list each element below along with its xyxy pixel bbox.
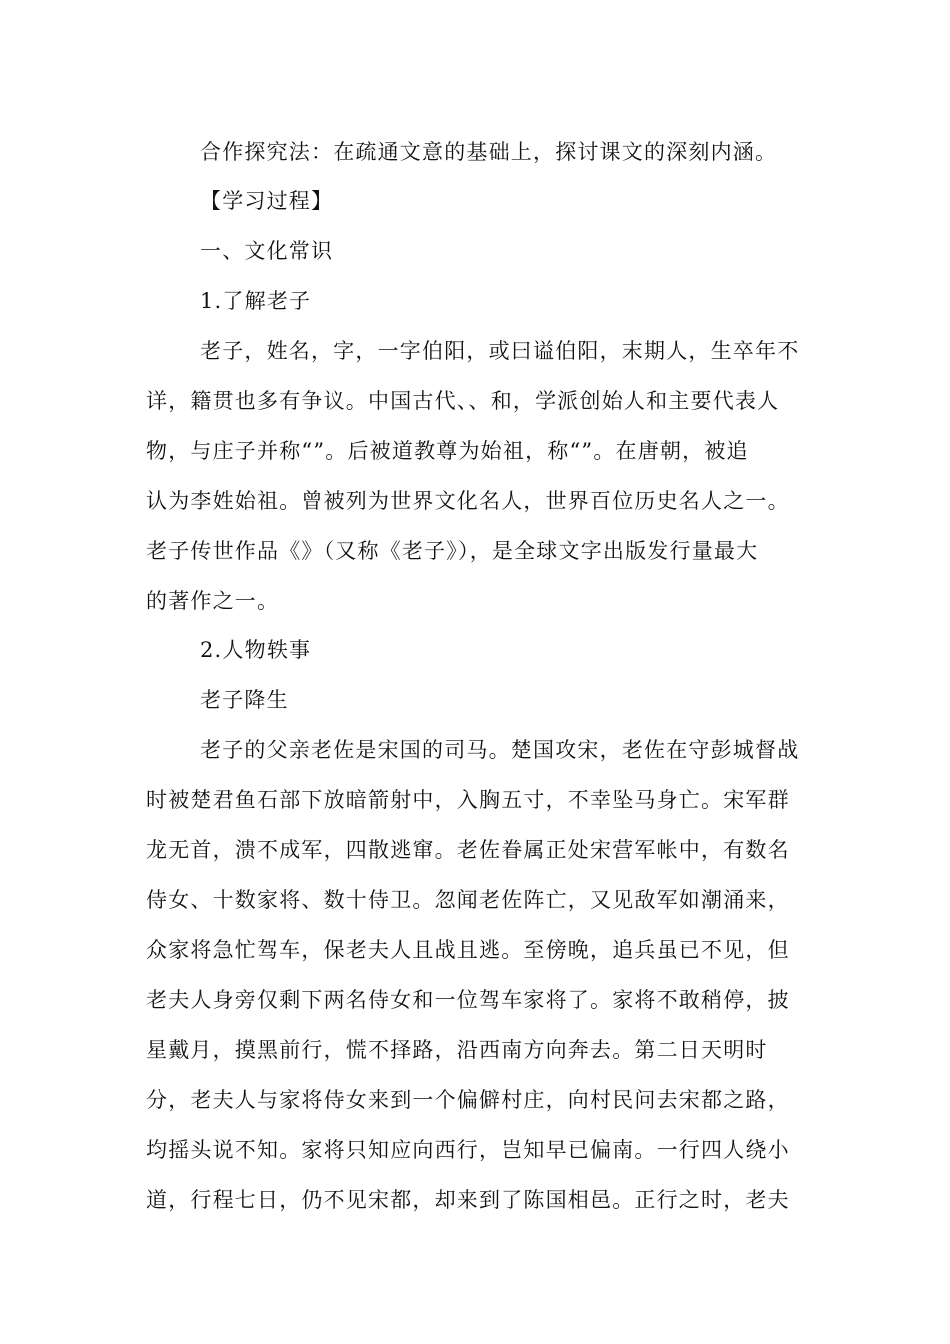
paragraph-line: 老子，姓名，字，一字伯阳，或曰谥伯阳，末期人，生卒年不 [200,339,800,363]
paragraph-line: 物，与庄子并称“”。后被道教尊为始祖，称“”。在唐朝，被追 [146,439,749,463]
paragraph-line: 侍女、十数家将、数十侍卫。忽闻老佐阵亡，又见敌军如潮涌来， [146,888,790,912]
paragraph-line: 老子传世作品《》（又称《老子》），是全球文字出版发行量最大 [146,539,759,563]
method-line: 合作探究法：在疏通文意的基础上，探讨课文的深刻内涵。 [200,140,778,164]
paragraph-line: 分，老夫人与家将侍女来到一个偏僻村庄，向村民问去宋都之路， [146,1088,790,1112]
section-heading-cultural-knowledge: 一、文化常识 [200,239,334,263]
subheading-laozi-birth: 老子降生 [200,688,289,712]
paragraph-line: 老子的父亲老佐是宋国的司马。楚国攻宋，老佐在守彭城督战 [200,738,800,762]
paragraph-line: 时被楚君鱼石部下放暗箭射中，入胸五寸，不幸坠马身亡。宋军群 [146,788,790,812]
paragraph-line: 老夫人身旁仅剩下两名侍女和一位驾车家将了。家将不敢稍停，披 [146,988,790,1012]
paragraph-line: 均摇头说不知。家将只知应向西行，岂知早已偏南。一行四人绕小 [146,1138,790,1162]
subheading-about-laozi: 1.了解老子 [200,289,312,313]
paragraph-line: 众家将急忙驾车，保老夫人且战且逃。至傍晚，追兵虽已不见，但 [146,938,790,962]
subheading-anecdotes: 2.人物轶事 [200,638,312,662]
paragraph-line: 星戴月，摸黑前行，慌不择路，沿西南方向奔去。第二日天明时 [146,1038,768,1062]
section-heading-learning-process: 【学习过程】 [200,189,334,213]
paragraph-line: 详，籍贯也多有争议。中国古代、、和，学派创始人和主要代表人 [146,389,780,413]
paragraph-line: 龙无首，溃不成军，四散逃窜。老佐眷属正处宋营军帐中，有数名 [146,838,790,862]
paragraph-line: 道，行程七日，仍不见宋都，却来到了陈国相邑。正行之时，老夫 [146,1188,790,1212]
paragraph-line: 认为李姓始祖。曾被列为世界文化名人，世界百位历史名人之一。 [146,489,790,513]
paragraph-line: 的著作之一。 [146,589,280,613]
